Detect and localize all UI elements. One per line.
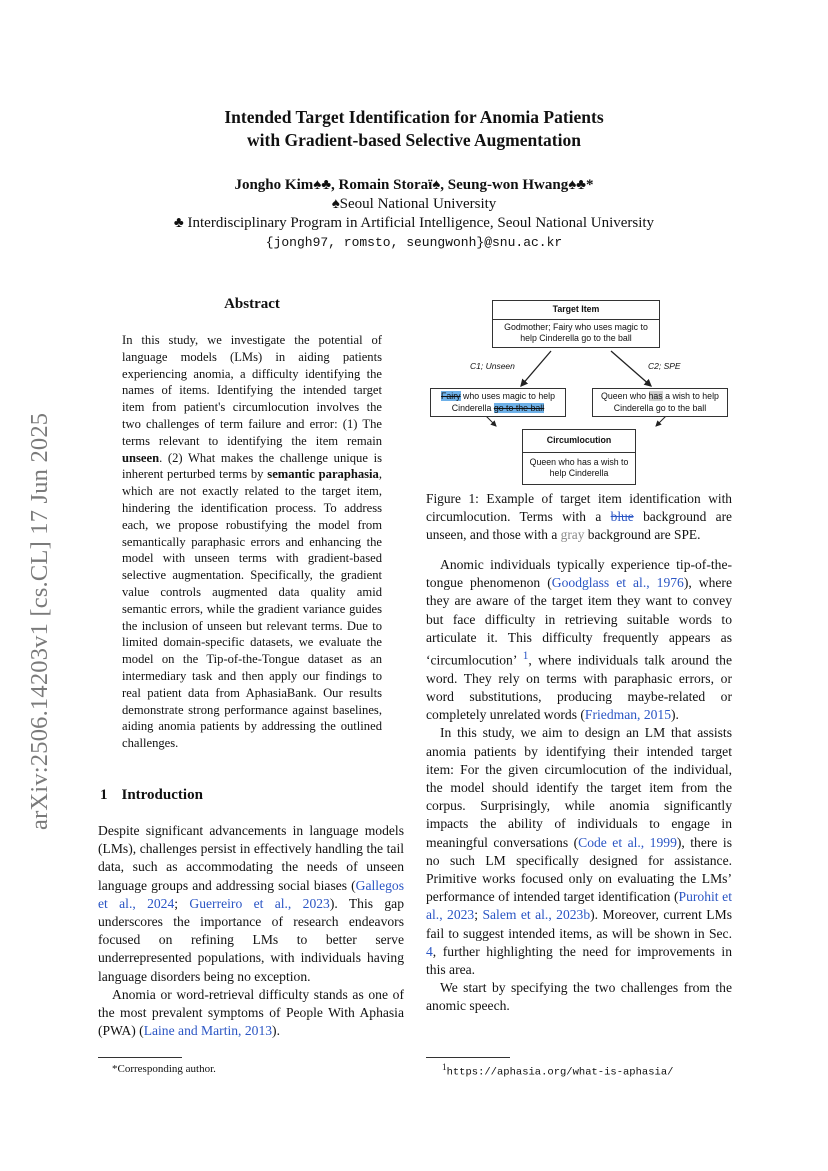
c2-box <box>592 388 728 417</box>
section-link[interactable]: 4 <box>426 943 433 959</box>
unseen-term: Fairy <box>441 391 461 401</box>
text: ). <box>272 1023 280 1039</box>
footnote-corresponding: *Corresponding author. <box>112 1063 216 1075</box>
footnote-rule <box>98 1057 182 1058</box>
c1-text <box>431 389 565 416</box>
text: who uses magic to help Cinderella <box>451 391 555 413</box>
text: Queen who <box>601 391 649 401</box>
text: ), where they are aware of the target item they want to convey but face difficulty in retrieving suitable words to articulate it. This difficulty frequently appears as ‘circumlocution’ <box>426 575 732 668</box>
text: a wish to help Cinderella go to the ball <box>613 391 719 413</box>
paper-title <box>0 106 828 152</box>
c2-label: C2; SPE <box>648 361 681 371</box>
paragraph <box>98 986 404 1041</box>
text: background are SPE. <box>584 527 701 542</box>
c1-label: C1; Unseen <box>470 361 515 371</box>
text: In this study, we aim to design an LM that assists anomia patients by identifying their intended target item: For the given circumlocution of the individual, the model should identify the target item from the corpus. Surprisingly, while anomia significantly impacts the ability of individuals to engage in meaningful conversations ( <box>426 725 732 850</box>
citation-link[interactable]: Laine and Martin, 2013 <box>143 1023 273 1039</box>
abstract-text <box>122 332 382 752</box>
author-emails: {jongh97, romsto, seungwonh}@snu.ac.kr <box>265 235 563 250</box>
abstract-part: . (2) What makes the challenge unique is inherent perturbed terms by <box>122 450 382 482</box>
section-number: 1 <box>100 787 108 803</box>
aphasia-url-link[interactable]: https://aphasia.org/what-is-aphasia/ <box>446 1066 674 1079</box>
text: background are unseen, and those with a <box>426 509 732 542</box>
text: Anomia or word-retrieval difficulty stands as one of the most prevalent symptoms of People With Aphasia (PWA) ( <box>98 986 404 1039</box>
spe-term: has <box>648 391 663 401</box>
text: ). This gap underscores the importance of research endeavors focused on refining LMs to better serve underrepresented populations, with individuals having language disorders being no exception. <box>98 895 405 984</box>
text: ; <box>474 907 483 923</box>
text: , further highlighting the need for improvements in this area. <box>426 943 732 977</box>
text: Figure 1: Example of target item identification with circumlocution. Terms with a <box>426 491 732 524</box>
title-line-1: Intended Target Identification for Anomia Patients <box>224 107 604 127</box>
affiliation-2: ♣ Interdisciplinary Program in Artificial Intelligence, Seoul National University <box>173 215 655 231</box>
paragraph: We start by specifying the two challenges from the anomic speech. <box>426 980 732 1014</box>
citation-link[interactable]: Friedman, 2015 <box>584 707 672 723</box>
citation-link[interactable]: Goodglass et al., 1976 <box>551 575 684 591</box>
figure-caption <box>426 490 732 544</box>
intro-left-column <box>98 822 404 1040</box>
arxiv-side-label: arXiv:2506.14203v1 [cs.CL] 17 Jun 2025 <box>26 412 53 830</box>
section-heading <box>100 787 203 804</box>
abstract-heading: Abstract <box>224 296 280 312</box>
text: Anomic individuals typically experience tip-of-the-tongue phenomenon ( <box>426 557 732 591</box>
circumlocution-body: Queen who has a wish to help Cinderella <box>529 456 629 478</box>
citation-link[interactable]: Guerreiro et al., 2023 <box>189 895 330 911</box>
section-title: Introduction <box>121 787 203 803</box>
intro-right-column <box>426 556 732 1016</box>
caption-blue-word: blue <box>610 509 634 524</box>
target-item-box <box>492 300 660 348</box>
abstract-part: , which are not exactly related to the target item, hindering the identification process. To address each, we propose robustifying the model from semantically paraphasic errors and enhancing the model with unseen terms with gradient-based selective augmentation. Specifically, the gradient value controls augmented data quality amid semantic errors, while the gradient variance guides the inclusion of unseen but relevant terms. Due to limited domain-specific datasets, we evaluate the model on the Tip-of-the-Tongue dataset as an intermediary task and then apply our findings to real patient data from AphasiaBank. Our results demonstrate strong performance against baselines, aiding anomia patients by addressing the outlined challenges. <box>122 467 383 751</box>
citation-link[interactable]: Gallegos et al., 2024 <box>98 877 404 911</box>
text: Despite significant advancements in language models (LMs), challenges persist in effectively handling the tail data, such as accommodating the needs of unseen language groups and addressing social biases ( <box>98 823 404 893</box>
figure-1 <box>426 296 732 482</box>
citation-link[interactable]: Purohit et al., 2023 <box>426 889 732 923</box>
unseen-term: go to the ball <box>493 402 545 413</box>
text: ). <box>671 707 679 723</box>
footnote-url <box>442 1060 673 1080</box>
affiliation-1: ♠Seoul National University <box>331 196 497 212</box>
author-names: Jongho Kim♠♣, Romain Storaï♠, Seung-won Hwang♠♣* <box>234 177 594 193</box>
circumlocution-header: Circumlocution <box>523 430 635 453</box>
footnote-rule <box>426 1057 510 1058</box>
paragraph <box>426 724 732 979</box>
paragraph <box>98 822 404 986</box>
text: ), there is no such LM specifically designed for assistance. Primitive works focused only on evaluating the LMs’ performance of intended target identification ( <box>426 834 732 905</box>
citation-link[interactable]: Code et al., 1999 <box>578 834 677 850</box>
circumlocution-box <box>522 429 636 485</box>
author-block <box>0 176 828 252</box>
target-item-body: Godmother; Fairy who uses magic to help Cinderella go to the ball <box>504 321 648 343</box>
abstract-bold: semantic paraphasia <box>267 467 379 482</box>
caption-gray-word: gray <box>560 527 585 542</box>
footnote-marker[interactable]: 1 <box>522 650 529 663</box>
text: ). Moreover, current LMs fail to suggest intended items, as will be shown in Sec. <box>426 907 732 941</box>
abstract-part: In this study, we investigate the potential of language models (LMs) in aiding patients experiencing anomia, a difficulty identifying the names of items. Identifying the intended target item from patient's circumlocution involves the two challenges of term failure and error: (1) The terms relevant to identifying the item remain <box>122 333 382 448</box>
citation-link[interactable]: Salem et al., 2023b <box>482 907 591 923</box>
target-item-header: Target Item <box>493 301 659 320</box>
title-line-2: with Gradient-based Selective Augmentation <box>247 130 581 150</box>
footnote-number: 1 <box>442 1062 447 1072</box>
text: ; <box>174 895 190 911</box>
c2-text <box>593 389 727 416</box>
c1-box <box>430 388 566 417</box>
text: , where individuals talk around the word. They rely on terms with paraphasic errors, or word substitutions, producing maybe-related or completely unrelated words ( <box>426 652 732 723</box>
paragraph <box>426 556 732 724</box>
abstract-bold: unseen <box>122 450 160 465</box>
